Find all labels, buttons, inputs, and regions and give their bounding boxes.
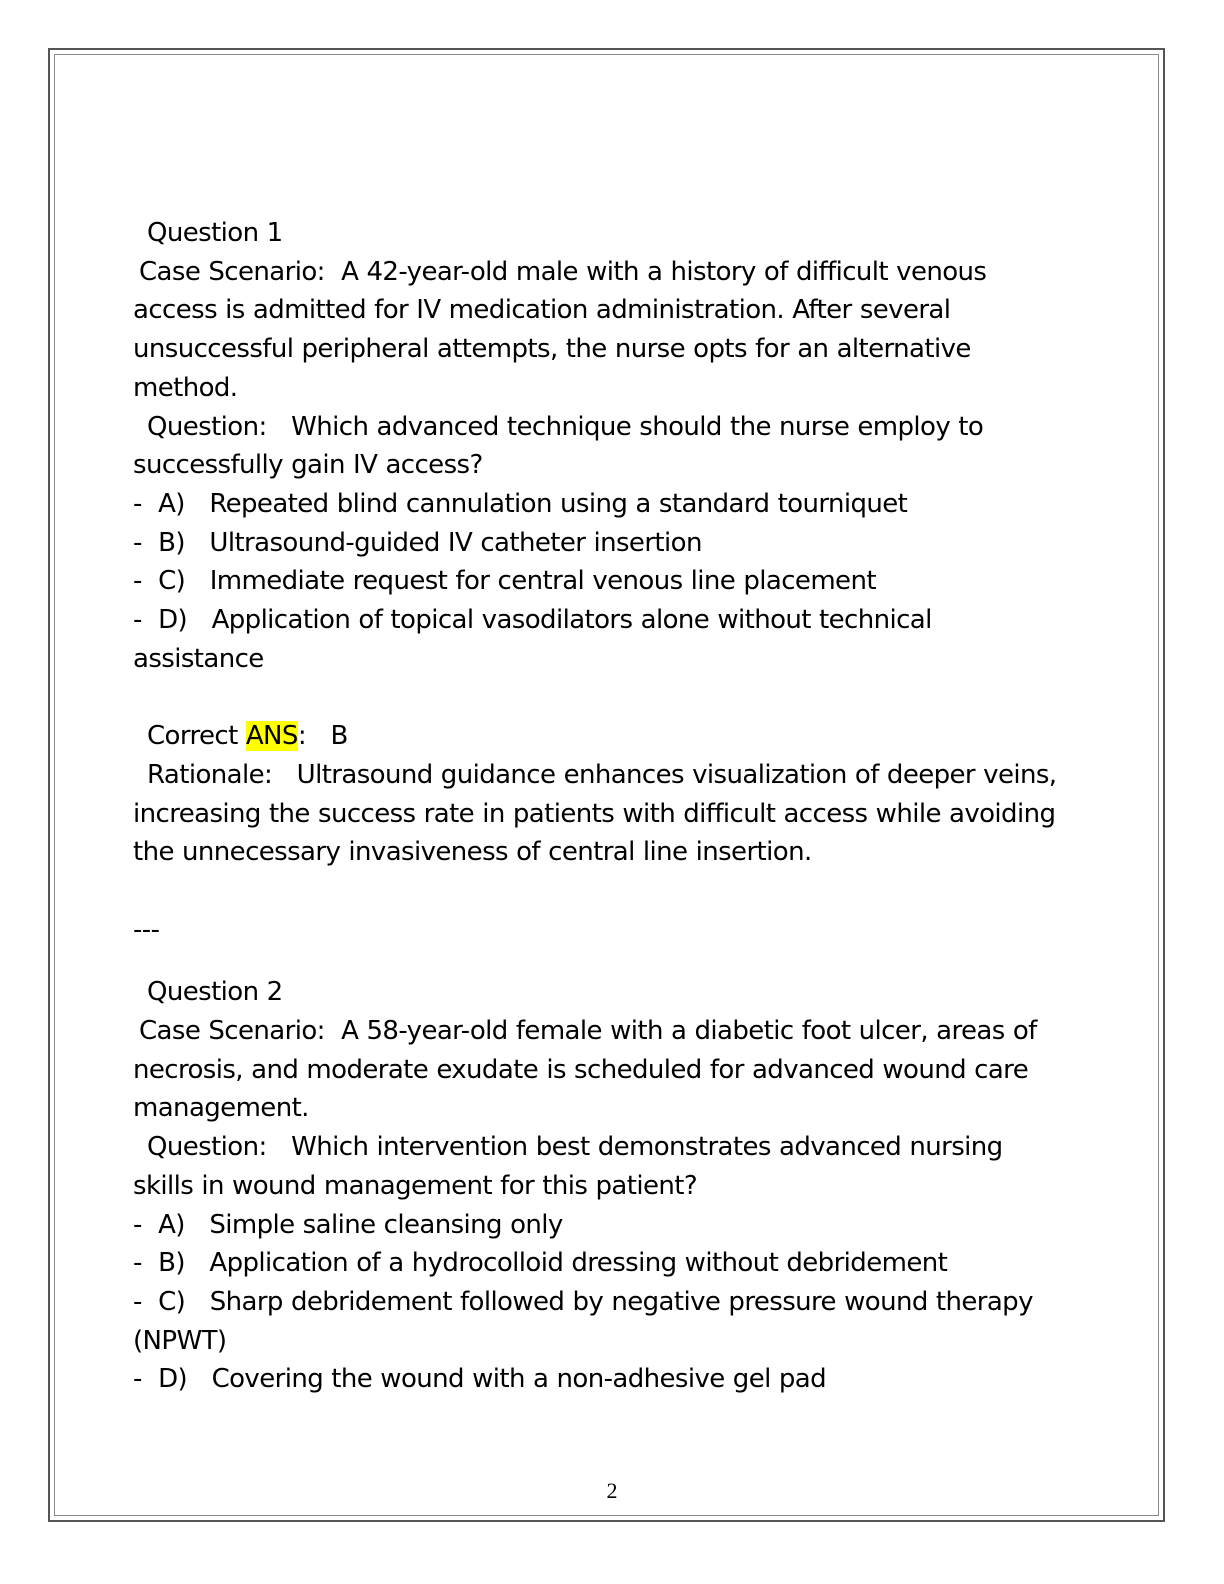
spacer	[133, 872, 1093, 911]
answer-prefix: Correct	[147, 721, 246, 752]
question-2-prompt-line-2: skills in wound management for this patient?	[133, 1170, 698, 1201]
question-1-option-b: - B) Ultrasound-guided IV catheter insertion	[133, 527, 702, 558]
question-2-option-c-line-2: (NPWT)	[133, 1325, 227, 1356]
question-1-option-a: - A) Repeated blind cannulation using a standard tourniquet	[133, 488, 908, 519]
question-1-correct-answer	[133, 717, 1093, 756]
spacer	[133, 678, 1093, 717]
question-2-scenario-line-2: necrosis, and moderate exudate is scheduled for advanced wound care	[133, 1054, 1029, 1085]
answer-value: : B	[297, 721, 348, 752]
question-1-scenario-line-2: access is admitted for IV medication administration. After several	[133, 295, 951, 326]
question-1-option-d-line-1: - D) Application of topical vasodilators alone without technical	[133, 605, 932, 636]
question-2-option-a: - A) Simple saline cleansing only	[133, 1209, 563, 1240]
spacer	[133, 949, 1093, 973]
question-2-option-b: - B) Application of a hydrocolloid dressing without debridement	[133, 1248, 948, 1279]
question-2-prompt-line-1: Question: Which intervention best demonstrates advanced nursing	[147, 1132, 1003, 1163]
question-1-scenario-line-4: method.	[133, 372, 238, 403]
question-1-prompt-line-1: Question: Which advanced technique should the nurse employ to	[147, 411, 984, 442]
section-separator: ---	[133, 914, 160, 945]
question-1-option-c: - C) Immediate request for central venous line placement	[133, 566, 876, 597]
question-2-scenario-line-3: management.	[133, 1093, 309, 1124]
question-1-option-d-line-2: assistance	[133, 643, 264, 674]
question-2-option-c-line-1: - C) Sharp debridement followed by negative pressure wound therapy	[133, 1286, 1033, 1317]
question-2	[133, 973, 1093, 1399]
question-1-scenario-line-1: Case Scenario: A 42-year-old male with a history of difficult venous	[139, 256, 987, 287]
answer-highlight: ANS	[245, 721, 298, 752]
question-2-option-d: - D) Covering the wound with a non-adhesive gel pad	[133, 1364, 827, 1395]
question-2-scenario-line-1: Case Scenario: A 58-year-old female with a diabetic foot ulcer, areas of	[139, 1016, 1037, 1047]
page-number: 2	[606, 1478, 618, 1503]
question-1-rationale-line-3: the unnecessary invasiveness of central line insertion.	[133, 837, 812, 868]
question-2-title: Question 2	[147, 977, 283, 1008]
question-1-rationale-line-2: increasing the success rate in patients with difficult access while avoiding	[133, 798, 1056, 829]
question-1	[133, 214, 1093, 872]
question-1-prompt-line-2: successfully gain IV access?	[133, 450, 483, 481]
question-1-scenario-line-3: unsuccessful peripheral attempts, the nurse opts for an alternative	[133, 334, 971, 365]
document-body	[133, 214, 1093, 1399]
question-1-title: Question 1	[147, 218, 283, 248]
question-1-rationale-line-1: Rationale: Ultrasound guidance enhances visualization of deeper veins,	[147, 759, 1057, 790]
